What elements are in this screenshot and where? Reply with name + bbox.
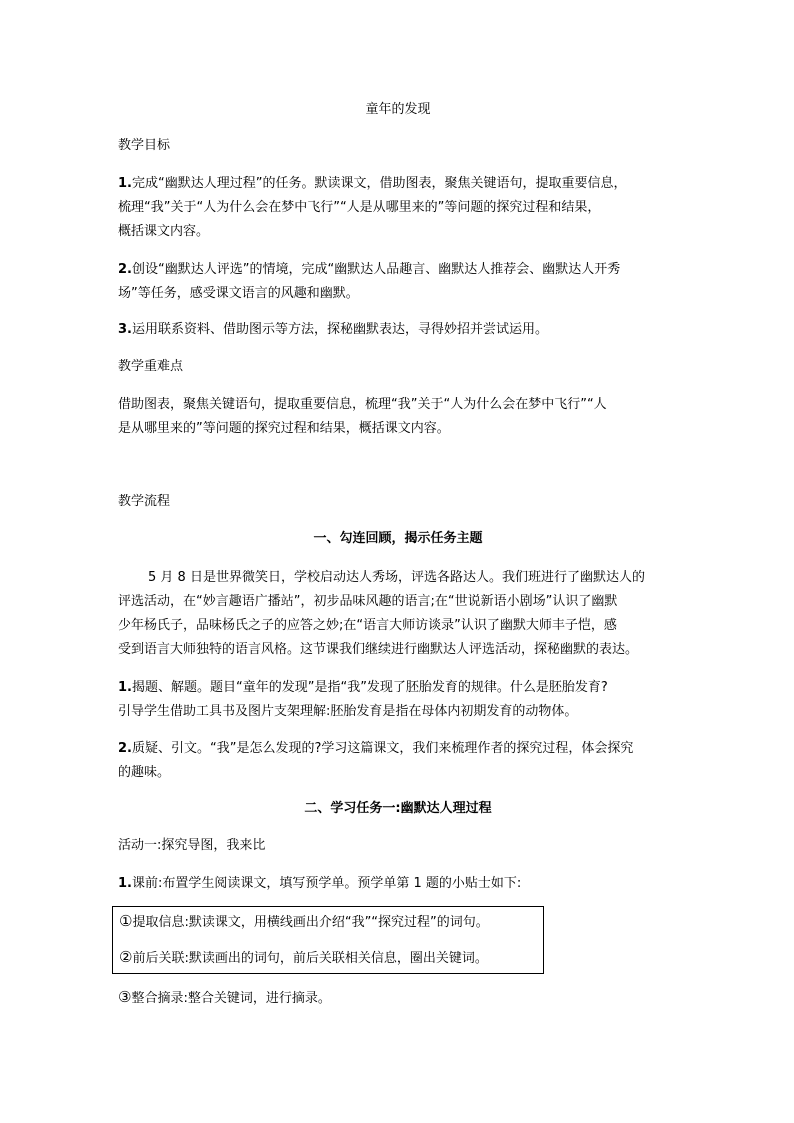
objective-3-line-1 bbox=[118, 318, 548, 342]
section-1-intro-line-1: 5 月 8 日是世界微笑日，学校启动达人秀场，评选各路达人。我们班进行了幽默达人的 bbox=[148, 570, 645, 585]
section-1-step-1-number: 1. bbox=[118, 680, 132, 695]
tip-1-text: 提取信息:默读课文，用横线画出介绍“我”“探究过程”的词句。 bbox=[132, 915, 489, 930]
objective-1-line-1 bbox=[118, 172, 626, 196]
tip-2 bbox=[119, 945, 488, 971]
key-points-line-1: 借助图表，聚焦关键语句，提取重要信息，梳理“我”关于“人为什么会在梦中飞行”“人 bbox=[118, 397, 607, 412]
objective-1-line-3: 概括课文内容。 bbox=[118, 224, 210, 239]
tip-3 bbox=[118, 985, 331, 1011]
section-2-step-1-text: 课前:布置学生阅读课文，填写预学单。预学单第 1 题的小贴士如下: bbox=[131, 876, 522, 891]
objectives-heading: 教学目标 bbox=[118, 138, 171, 153]
section-1-title: 一、勾连回顾，揭示任务主题 bbox=[313, 531, 483, 546]
objective-3-number: 3. bbox=[118, 322, 132, 337]
key-points-line-2: 是从哪里来的”等问题的探究过程和结果，概括课文内容。 bbox=[118, 421, 450, 436]
section-1-step-1-line-2: 引导学生借助工具书及图片支架理解:胚胎发育是指在母体内初期发育的动物体。 bbox=[118, 704, 578, 719]
section-1-step-2-text: 质疑、引文。“我”是怎么发现的?学习这篇课文，我们来梳理作者的探究过程，体会探究 bbox=[131, 741, 634, 756]
tips-box bbox=[112, 906, 544, 974]
section-1-intro-line-4: 受到语言大师独特的语言风格。这节课我们继续进行幽默达人评选活动，探秘幽默的表达。 bbox=[118, 642, 639, 657]
document-title: 童年的发现 bbox=[365, 102, 431, 117]
objective-2-text: 创设“幽默达人评选”的情境，完成“幽默达人品趣言、幽默达人推荐会、幽默达人开秀 bbox=[131, 262, 621, 277]
objective-2-line-2: 场”等任务，感受课文语言的风趣和幽默。 bbox=[118, 286, 359, 301]
section-1-intro-line-3: 少年杨氏子，品味杨氏之子的应答之妙;在“语言大师访谈录”认识了幽默大师丰子恺，感 bbox=[118, 618, 617, 633]
tip-3-marker: ③ bbox=[118, 988, 132, 1006]
tip-3-text: 整合摘录:整合关键词，进行摘录。 bbox=[131, 991, 331, 1006]
section-1-step-2-line-1 bbox=[118, 737, 633, 761]
section-1-step-1-text: 揭题、解题。题目“童年的发现”是指“我”发现了胚胎发育的规律。什么是胚胎发育? bbox=[131, 680, 608, 695]
activity-1-label: 活动一:探究导图，我来比 bbox=[118, 838, 266, 853]
objective-2-line-1 bbox=[118, 258, 620, 282]
objective-1-number: 1. bbox=[118, 176, 132, 191]
section-2-step-1 bbox=[118, 872, 521, 896]
tip-1-marker: ① bbox=[119, 912, 133, 930]
objective-1-text: 完成“幽默达人理过程”的任务。默读课文，借助图表，聚焦关键语句，提取重要信息， bbox=[131, 176, 627, 191]
tip-2-marker: ② bbox=[119, 948, 133, 966]
tip-1 bbox=[119, 909, 489, 935]
section-1-step-2-number: 2. bbox=[118, 741, 132, 756]
section-1-intro-line-2: 评选活动，在“妙言趣语广播站”，初步品味风趣的语言;在“世说新语小剧场”认识了幽默 bbox=[118, 594, 618, 609]
objective-2-number: 2. bbox=[118, 262, 132, 277]
tip-2-text: 前后关联:默读画出的词句，前后关联相关信息，圈出关键词。 bbox=[132, 951, 488, 966]
objective-1-line-2: 梳理“我”关于“人为什么会在梦中飞行”“人是从哪里来的”等问题的探究过程和结果， bbox=[118, 200, 601, 215]
section-1-step-1-line-1 bbox=[118, 676, 608, 700]
section-2-title: 二、学习任务一:幽默达人理过程 bbox=[304, 801, 492, 816]
section-1-step-2-line-2: 的趣味。 bbox=[118, 765, 171, 780]
key-points-heading: 教学重难点 bbox=[118, 359, 184, 374]
objective-3-text: 运用联系资料、借助图示等方法，探秘幽默表达，寻得妙招并尝试运用。 bbox=[131, 322, 548, 337]
process-heading: 教学流程 bbox=[118, 494, 171, 509]
section-2-step-1-number: 1. bbox=[118, 876, 132, 891]
